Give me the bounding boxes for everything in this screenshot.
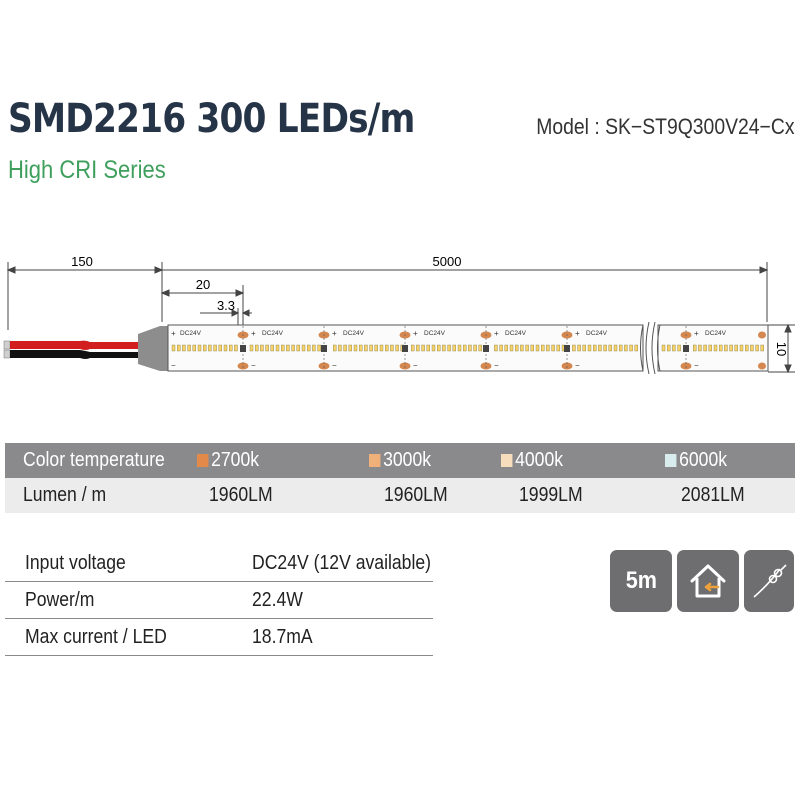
led-chip bbox=[505, 345, 508, 351]
led-chip bbox=[500, 345, 503, 351]
led-chip bbox=[619, 345, 622, 351]
led-chip bbox=[714, 345, 717, 351]
minus-sign: − bbox=[494, 361, 499, 370]
led-chip bbox=[224, 345, 227, 351]
led-chip bbox=[318, 345, 321, 351]
plus-sign: + bbox=[494, 329, 499, 338]
power-wires bbox=[4, 341, 140, 359]
led-chip bbox=[177, 345, 180, 351]
led-strip-dimension-diagram bbox=[0, 240, 800, 390]
param-label: Max current / LED bbox=[25, 626, 167, 648]
param-row-max-current bbox=[5, 619, 433, 656]
led-chip bbox=[593, 345, 596, 351]
param-row-power bbox=[5, 582, 433, 619]
led-chip bbox=[432, 345, 435, 351]
segment-voltage-label: DC24V bbox=[343, 330, 364, 337]
solder-pad bbox=[758, 363, 766, 370]
led-chip bbox=[260, 345, 263, 351]
plus-sign: + bbox=[694, 329, 699, 338]
cct-swatch-6000k bbox=[665, 454, 676, 467]
led-chip bbox=[182, 345, 185, 351]
led-chip bbox=[276, 345, 279, 351]
param-label: Input voltage bbox=[25, 552, 126, 574]
led-chip bbox=[546, 345, 549, 351]
strip-length-label: 5000 bbox=[432, 254, 462, 269]
led-chip bbox=[214, 345, 217, 351]
led-chip bbox=[375, 345, 378, 351]
cct-4000k: 4000k bbox=[501, 443, 563, 478]
param-label: Power/m bbox=[25, 589, 95, 611]
resistor bbox=[483, 345, 489, 352]
cable-length-label: 150 bbox=[71, 254, 93, 269]
led-chip bbox=[229, 345, 232, 351]
led-chip bbox=[370, 345, 373, 351]
resistor bbox=[402, 345, 408, 352]
led-chip bbox=[635, 345, 638, 351]
led-chip bbox=[678, 345, 681, 351]
color-temperature-table bbox=[5, 443, 795, 513]
strip-length-dimension bbox=[162, 262, 767, 322]
led-chip bbox=[588, 345, 591, 351]
led-chip bbox=[709, 345, 712, 351]
led-chip bbox=[312, 345, 315, 351]
led-chip bbox=[458, 345, 461, 351]
led-chip bbox=[344, 345, 347, 351]
led-chip bbox=[536, 345, 539, 351]
minus-sign: − bbox=[332, 361, 337, 370]
led-chip bbox=[598, 345, 601, 351]
led-chip bbox=[203, 345, 206, 351]
lumen-2700k: 1960LM bbox=[209, 484, 273, 506]
led-chip bbox=[531, 345, 534, 351]
led-chip bbox=[520, 345, 523, 351]
led-chip bbox=[302, 345, 305, 351]
cct-3000k: 3000k bbox=[369, 443, 431, 478]
led-chip bbox=[385, 345, 388, 351]
plus-sign: + bbox=[575, 329, 580, 338]
segment-voltage-label: DC24V bbox=[424, 330, 445, 337]
led-chip bbox=[416, 345, 419, 351]
led-chip bbox=[572, 345, 575, 351]
led-chip bbox=[624, 345, 627, 351]
led-chip bbox=[672, 345, 675, 351]
lumen-row bbox=[5, 478, 795, 513]
resistor bbox=[564, 345, 570, 352]
color-temperature-label: Color temperature bbox=[23, 449, 165, 471]
solder-pad bbox=[758, 332, 766, 339]
led-chip bbox=[526, 345, 529, 351]
led-chip bbox=[552, 345, 555, 351]
segment-voltage-label: DC24V bbox=[505, 330, 526, 337]
lumen-3000k: 1960LM bbox=[384, 484, 448, 506]
led-chip bbox=[453, 345, 456, 351]
param-value: 22.4W bbox=[252, 589, 303, 611]
color-temperature-row bbox=[5, 443, 795, 478]
led-chip bbox=[479, 345, 482, 351]
led-chip bbox=[380, 345, 383, 351]
length-badge-label: 5m bbox=[625, 567, 657, 594]
cct-swatch-2700k bbox=[197, 454, 208, 467]
led-chip bbox=[250, 345, 253, 351]
led-chip bbox=[281, 345, 284, 351]
led-chip bbox=[604, 345, 607, 351]
led-chip bbox=[730, 345, 733, 351]
led-chip bbox=[667, 345, 670, 351]
minus-sign: − bbox=[251, 361, 256, 370]
led-chip bbox=[193, 345, 196, 351]
param-value: 18.7mA bbox=[252, 626, 313, 648]
led-chip bbox=[297, 345, 300, 351]
led-chip bbox=[198, 345, 201, 351]
led-chip bbox=[740, 345, 743, 351]
cuttable-badge bbox=[744, 550, 794, 612]
led-pitch-label: 3.3 bbox=[216, 298, 236, 313]
led-chip bbox=[630, 345, 633, 351]
param-row-input-voltage bbox=[5, 545, 433, 582]
segment-voltage-label: DC24V bbox=[180, 330, 201, 337]
led-chip bbox=[735, 345, 738, 351]
led-chip bbox=[698, 345, 701, 351]
segment-voltage-label: DC24V bbox=[586, 330, 607, 337]
led-chip bbox=[255, 345, 258, 351]
led-chip bbox=[364, 345, 367, 351]
resistor bbox=[240, 345, 246, 352]
cct-swatch-3000k bbox=[369, 454, 380, 467]
led-chip bbox=[396, 345, 399, 351]
led-chip bbox=[693, 345, 696, 351]
scissors-icon bbox=[748, 559, 790, 603]
led-chip bbox=[583, 345, 586, 351]
minus-sign: − bbox=[694, 361, 699, 370]
led-chip bbox=[448, 345, 451, 351]
plus-sign: + bbox=[413, 329, 418, 338]
cct-swatch-4000k bbox=[501, 454, 512, 467]
plus-sign: + bbox=[171, 329, 176, 338]
minus-sign: − bbox=[575, 361, 580, 370]
led-chip bbox=[761, 345, 764, 351]
led-chip bbox=[338, 345, 341, 351]
led-chip bbox=[750, 345, 753, 351]
led-chip bbox=[578, 345, 581, 351]
electrical-parameters-table bbox=[5, 545, 433, 656]
led-chip bbox=[354, 345, 357, 351]
led-chip bbox=[745, 345, 748, 351]
resistor bbox=[683, 345, 689, 352]
minus-sign: − bbox=[171, 361, 176, 370]
segment-voltage-label: DC24V bbox=[705, 330, 726, 337]
plus-sign: + bbox=[332, 329, 337, 338]
cct-6000k: 6000k bbox=[665, 443, 727, 478]
led-chip bbox=[724, 345, 727, 351]
lumen-6000k: 2081LM bbox=[681, 484, 745, 506]
plus-sign: + bbox=[251, 329, 256, 338]
led-chip bbox=[704, 345, 707, 351]
led-chip bbox=[427, 345, 430, 351]
led-chip bbox=[349, 345, 352, 351]
led-chip bbox=[437, 345, 440, 351]
led-chip bbox=[234, 345, 237, 351]
led-chip bbox=[662, 345, 665, 351]
led-chip bbox=[422, 345, 425, 351]
resistor bbox=[321, 345, 327, 352]
led-chip bbox=[442, 345, 445, 351]
led-chip bbox=[557, 345, 560, 351]
lumen-4000k: 1999LM bbox=[519, 484, 583, 506]
led-chip bbox=[333, 345, 336, 351]
product-title: SMD2216 300 LEDs/m bbox=[8, 96, 415, 142]
led-chip bbox=[494, 345, 497, 351]
lumen-label: Lumen / m bbox=[23, 484, 107, 506]
led-chip bbox=[463, 345, 466, 351]
led-chip bbox=[468, 345, 471, 351]
led-chip bbox=[411, 345, 414, 351]
led-chip bbox=[359, 345, 362, 351]
minus-sign: − bbox=[413, 361, 418, 370]
led-chip bbox=[188, 345, 191, 351]
led-chip bbox=[208, 345, 211, 351]
segment-voltage-label: DC24V bbox=[262, 330, 283, 337]
led-chip bbox=[266, 345, 269, 351]
led-chip bbox=[286, 345, 289, 351]
param-value: DC24V (12V available) bbox=[252, 552, 432, 574]
led-chip bbox=[390, 345, 393, 351]
house-icon bbox=[686, 559, 730, 603]
led-chip bbox=[510, 345, 513, 351]
led-chip bbox=[756, 345, 759, 351]
strip-width-label: 10 bbox=[774, 341, 789, 357]
led-chip bbox=[609, 345, 612, 351]
led-chip bbox=[474, 345, 477, 351]
length-badge bbox=[610, 550, 672, 612]
cut-unit-label: 20 bbox=[195, 277, 211, 292]
led-chip bbox=[515, 345, 518, 351]
led-chip bbox=[307, 345, 310, 351]
model-number: Model : SK−ST9Q300V24−Cx bbox=[535, 114, 794, 139]
led-chip bbox=[292, 345, 295, 351]
cct-2700k: 2700k bbox=[197, 443, 259, 478]
indoor-badge bbox=[677, 550, 739, 612]
series-subtitle: High CRI Series bbox=[8, 156, 166, 184]
led-chip bbox=[172, 345, 175, 351]
led-chip bbox=[614, 345, 617, 351]
wire-connector bbox=[138, 326, 170, 371]
cable-length-dimension bbox=[8, 262, 162, 330]
led-chip bbox=[719, 345, 722, 351]
led-chip bbox=[219, 345, 222, 351]
led-chip bbox=[271, 345, 274, 351]
led-chip bbox=[541, 345, 544, 351]
